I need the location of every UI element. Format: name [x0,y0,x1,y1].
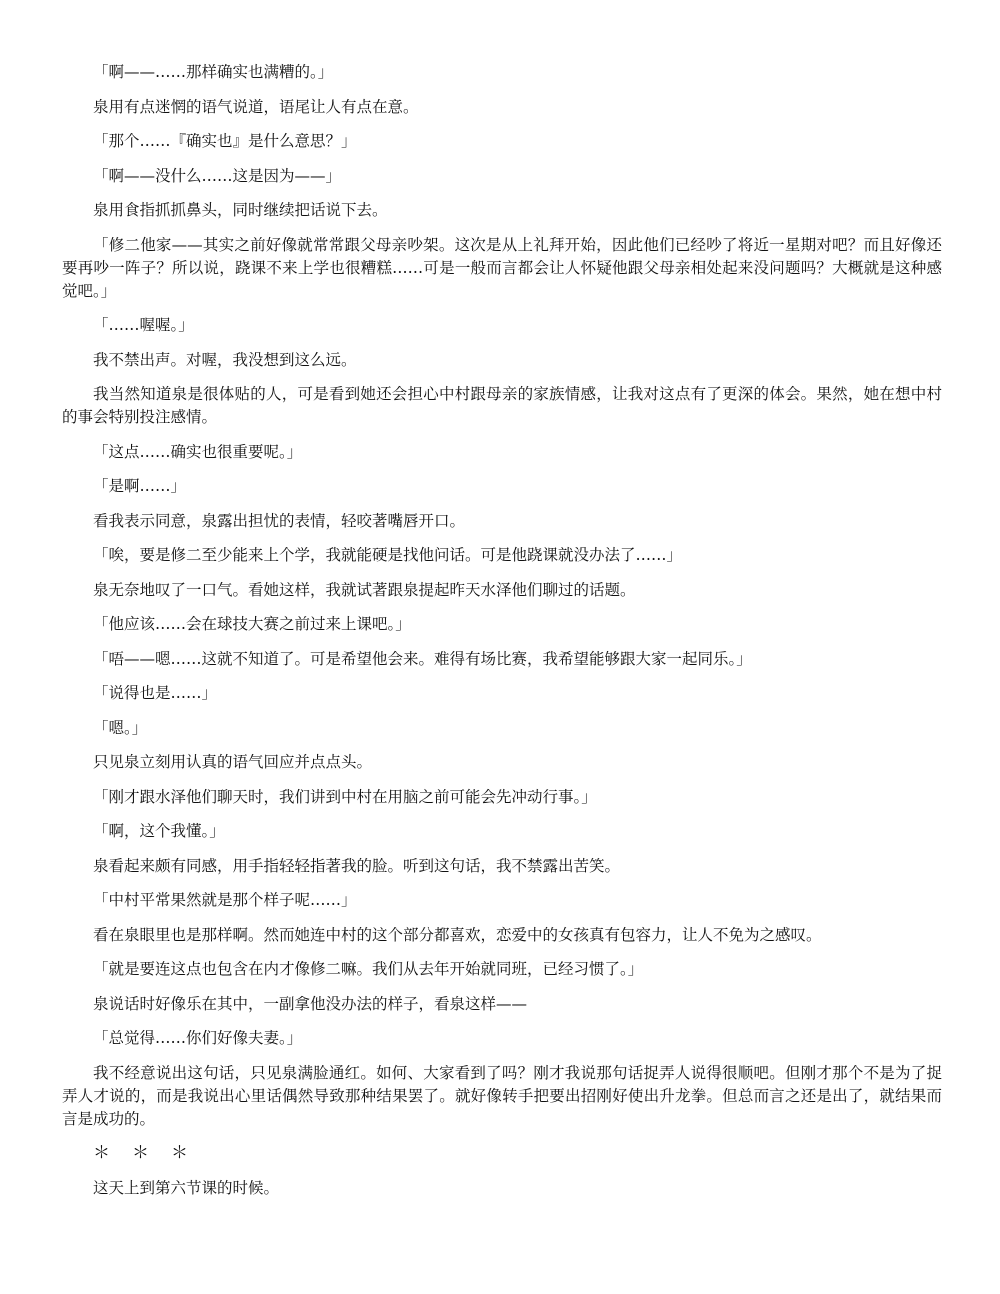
paragraph: 「是啊……」 [93,477,187,495]
body-text [62,61,942,1200]
paragraph: 泉说话时好像乐在其中，一副拿他没办法的样子，看泉这样—— [93,994,528,1013]
paragraph: 看我表示同意，泉露出担忧的表情，轻咬著嘴唇开口。 [93,511,466,530]
paragraph: 泉用食指抓抓鼻头，同时继续把话说下去。 [93,201,388,219]
paragraph: 「就是要连这点也包含在内才像修二嘛。我们从去年开始就同班，已经习惯了。」 [93,960,644,978]
paragraph: 「他应该……会在球技大赛之前过来上课吧。」 [93,615,411,633]
paragraph: 「那个……『确实也』是什么意思？」 [93,132,357,150]
paragraph: 「……喔喔。」 [93,316,194,334]
paragraph: 我当然知道泉是很体贴的人，可是看到她还会担心中村跟母亲的家族情感，让我对这点有了更深的体会。果然，她在想中村的事会特别投注感情。 [62,385,942,426]
paragraph: 「刚才跟水泽他们聊天时，我们讲到中村在用脑之前可能会先冲动行事。」 [93,787,597,806]
paragraph: 「修二他家——其实之前好像就常常跟父母亲吵架。这次是从上礼拜开始，因此他们已经吵了将近一星期对吧？而且好像还要再吵一阵子？所以说，跷课不来上学也很糟糕……可是一般而言都会让人怀疑他跟父母亲相处起来没问题吗？大概就是这种感觉吧。」 [62,235,942,300]
paragraph: 「啊——没什么……这是因为——」 [93,166,342,185]
paragraph: 看在泉眼里也是那样啊。然而她连中村的这个部分都喜欢，恋爱中的女孩真有包容力，让人不免为之感叹。 [93,925,822,944]
scene-break-separator: ＊＊＊ [93,1143,210,1163]
paragraph: 「啊——……那样确实也满糟的。」 [93,63,334,81]
paragraph: 这天上到第六节课的时候。 [93,1179,280,1197]
paragraph: 「唉，要是修二至少能来上个学，我就能硬是找他问话。可是他跷课就没办法了……」 [93,546,683,564]
paragraph: 「嗯。」 [93,718,148,737]
paragraph: 「啊，这个我懂。」 [93,822,225,840]
paragraph: 泉看起来颇有同感，用手指轻轻指著我的脸。听到这句话，我不禁露出苦笑。 [93,856,621,875]
paragraph: 「说得也是……」 [93,684,218,702]
paragraph: 「总觉得……你们好像夫妻。」 [93,1029,303,1047]
paragraph: 「中村平常果然就是那个样子呢……」 [93,891,357,909]
paragraph: 泉用有点迷惘的语气说道，语尾让人有点在意。 [93,97,419,116]
paragraph: 只见泉立刻用认真的语气回应并点点头。 [93,753,373,771]
paragraph: 我不经意说出这句话，只见泉满脸通红。如何、大家看到了吗？刚才我说那句话捉弄人说得很顺吧。但刚才那个不是为了捉弄人才说的，而是我说出心里话偶然导致那种结果罢了。就好像转手把要出招刚好使出升龙拳。但总而言之还是出了，就结果而言是成功的。 [62,1063,942,1128]
paragraph: 「唔——嗯……这就不知道了。可是希望他会来。难得有场比赛，我希望能够跟大家一起同乐。」 [93,649,752,668]
paragraph: 泉无奈地叹了一口气。看她这样，我就试著跟泉提起昨天水泽他们聊过的话题。 [93,580,636,599]
paragraph: 我不禁出声。对喔，我没想到这么远。 [93,350,357,369]
paragraph: 「这点……确实也很重要呢。」 [93,442,303,461]
